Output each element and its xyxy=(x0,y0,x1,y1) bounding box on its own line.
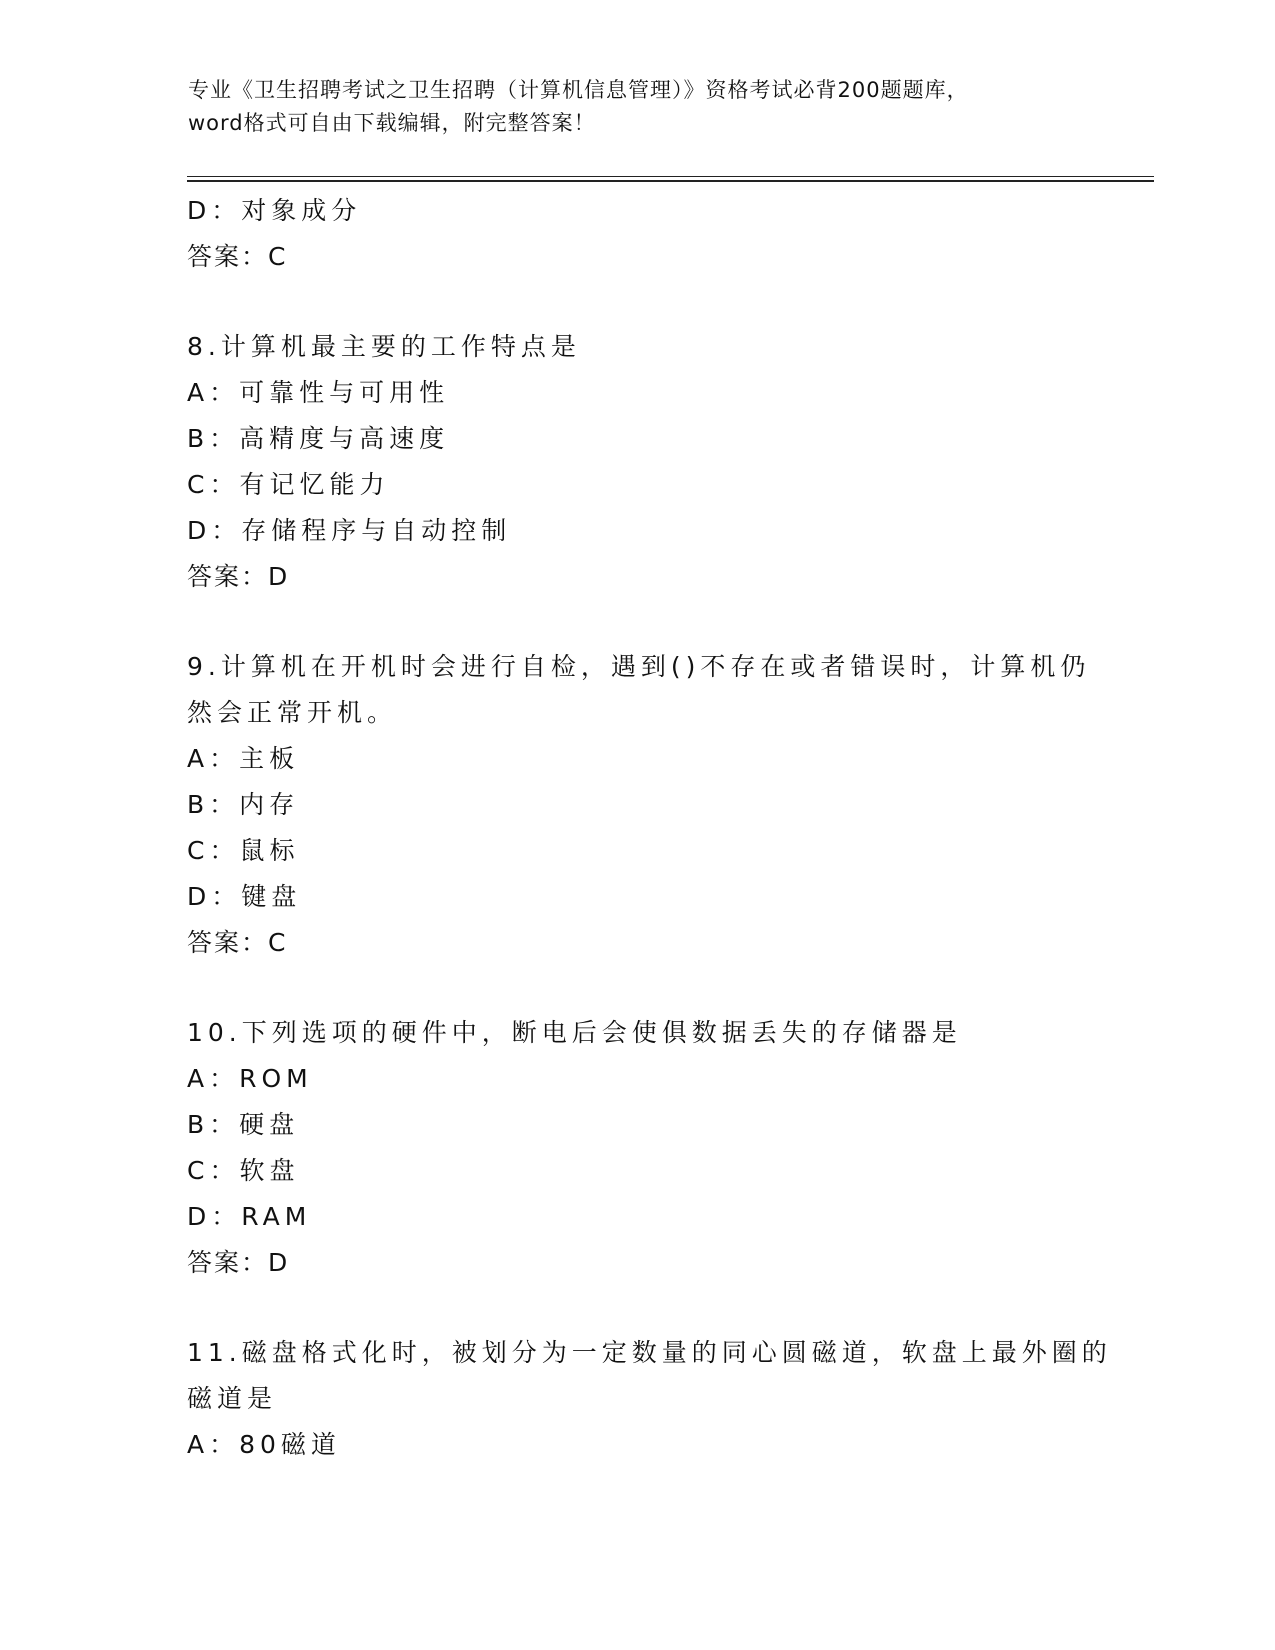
question-list xyxy=(187,188,1112,1468)
answer-line: 答案：D xyxy=(187,1248,290,1277)
question-8 xyxy=(187,324,1087,600)
spacer xyxy=(187,1286,1087,1330)
question-stem-continued: 磁道是 xyxy=(187,1384,278,1413)
question-stem: 9.计算机在开机时会进行自检，遇到()不存在或者错误时，计算机仍 xyxy=(187,652,1091,681)
header-divider-thin xyxy=(187,176,1154,177)
spacer xyxy=(187,280,1087,324)
document-header xyxy=(188,74,1088,140)
question-7-continued xyxy=(187,188,1087,280)
spacer xyxy=(187,600,1087,644)
option-b: B：高精度与高速度 xyxy=(187,424,450,453)
option-c: C：鼠标 xyxy=(187,836,300,865)
option-a: A：主板 xyxy=(187,744,300,773)
option-d: D：键盘 xyxy=(187,882,302,911)
question-10 xyxy=(187,1010,1087,1286)
option-d: D：RAM xyxy=(187,1202,312,1231)
option-a: A：可靠性与可用性 xyxy=(187,378,450,407)
question-stem: 11.磁盘格式化时，被划分为一定数量的同心圆磁道，软盘上最外圈的 xyxy=(187,1338,1112,1367)
question-9 xyxy=(187,644,1091,966)
option-d: D：对象成分 xyxy=(187,196,362,225)
option-c: C：软盘 xyxy=(187,1156,300,1185)
option-d: D：存储程序与自动控制 xyxy=(187,516,512,545)
question-stem: 8.计算机最主要的工作特点是 xyxy=(187,332,581,361)
answer-line: 答案：C xyxy=(187,928,288,957)
option-c: C：有记忆能力 xyxy=(187,470,390,499)
question-stem-continued: 然会正常开机。 xyxy=(187,698,398,727)
header-title-line-2: word格式可自由下载编辑，附完整答案！ xyxy=(188,111,596,135)
answer-line: 答案：C xyxy=(187,242,288,271)
answer-line: 答案：D xyxy=(187,562,290,591)
header-divider-thick xyxy=(187,180,1154,182)
option-a: A：ROM xyxy=(187,1064,313,1093)
question-stem: 10.下列选项的硬件中，断电后会使俱数据丢失的存储器是 xyxy=(187,1018,962,1047)
spacer xyxy=(187,966,1087,1010)
question-11 xyxy=(187,1330,1112,1468)
option-b: B：硬盘 xyxy=(187,1110,300,1139)
option-b: B：内存 xyxy=(187,790,300,819)
option-a: A：80磁道 xyxy=(187,1430,341,1459)
header-title-line-1: 专业《卫生招聘考试之卫生招聘（计算机信息管理）》资格考试必背200题题库， xyxy=(188,78,969,102)
